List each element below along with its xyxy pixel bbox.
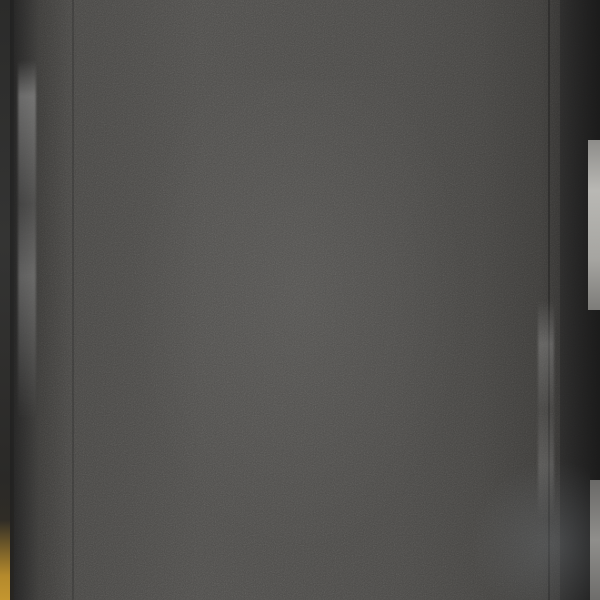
left-fold-line xyxy=(72,0,74,600)
right-light-panel-upper xyxy=(588,140,600,310)
center-light-falloff xyxy=(130,80,470,560)
right-lower-sheen xyxy=(470,460,590,600)
orange-corner-object xyxy=(0,520,10,600)
right-light-panel-lower xyxy=(590,480,600,600)
left-light-streak xyxy=(18,60,36,420)
